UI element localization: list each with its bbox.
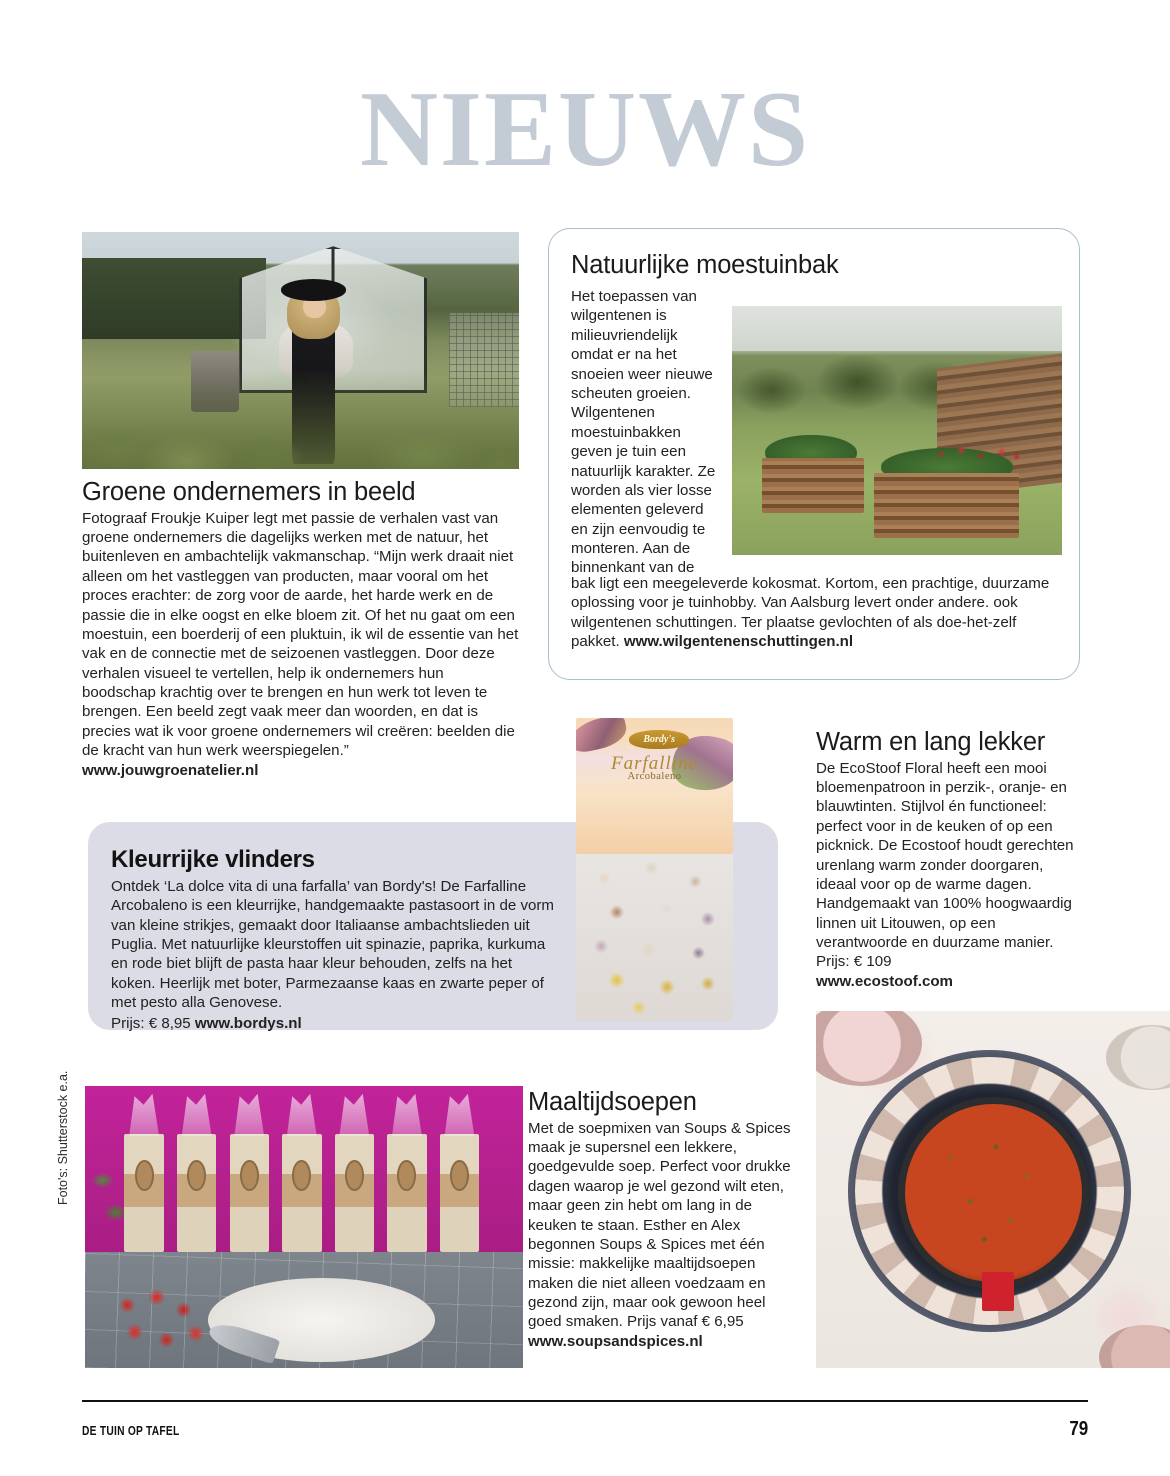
article-url[interactable]: www.jouwgroenatelier.nl — [82, 761, 259, 779]
page-title: NIEUWS — [359, 70, 811, 189]
hedge-shape — [82, 258, 266, 339]
panel-price: Prijs: € 8,95 — [111, 1014, 191, 1032]
card-body-narrow: Het toepassen van wilgentenen is milieuvriendelijk omdat er na het snoeien weer nieuwe scheuten groeien. Wilgentenen moestuinbakken geven je tuin een natuurlijk karakter. Ze worden als vier losse elementen geleverd en zijn eenvoudig te monteren. Aan de binnenkant van de — [571, 288, 716, 577]
panel-headline: Kleurrijke vlinders — [111, 846, 315, 873]
article-body: De EcoStoof Floral heeft een mooi bloemenpatroon in perzik-, oranje- en blauwtinten. Stijlvol én functioneel: perfect voor in de keuken of op een picknick. De Ecostoof houdt gerechten urenlang warm zonder doorgaren, ideaal voor op de warme dagen. Handgemaakt van 100% hoogwaardig linnen uit Litouwen, op een verantwoorde en duurzame manier. — [816, 759, 1074, 952]
page-number: 79 — [1069, 1418, 1088, 1440]
article-warm-en-lang-lekker — [816, 728, 1082, 991]
photo-pasta-pack — [576, 718, 733, 1021]
raised-bed-shape-left — [762, 458, 864, 513]
plate-shape-bottom-right — [1099, 1325, 1170, 1368]
pasta-label-shape — [576, 718, 733, 854]
pack-brand-badge: Bordy's — [629, 730, 689, 749]
article-body — [82, 509, 519, 780]
article-headline: Warm en lang lekker — [816, 728, 1046, 756]
herbs-shape — [922, 1125, 1064, 1261]
photo-photographer-garden — [82, 232, 519, 469]
soup-bag-shape — [177, 1134, 216, 1252]
article-groene-ondernemers — [82, 478, 519, 780]
card-headline: Natuurlijke moestuinbak — [571, 251, 839, 279]
article-headline: Maaltijdsoepen — [528, 1088, 697, 1116]
soup-bag-shape — [124, 1134, 163, 1252]
butterfly-wing-left-icon — [576, 718, 629, 755]
article-body-text: Fotograaf Froukje Kuiper legt met passie de verhalen vast van groene ondernemers die dagelijks werken met de natuur, het buitenleven en ambachtelijk vakmanschap. “Mijn werk draait niet alleen om het vastleggen van producten, maar vooral om het proces erachter: de zorg voor de aarde, het harde werk en de passie die in elke oogst en elke bloem zit. Of het nu gaat om een moestuin, een boerderij of een pluktuin, ik wil de essentie van het vak en de connectie met de seizoenen vastleggen. Door deze verhalen visueel te vertellen, help ik ondernemers hun boodschap krachtig over te brengen en hun werk tot leven te brengen. Een beeld zegt vaak meer dan woorden, en dat is precies wat ik voor groene ondernemers wil creëren: beelden die de kracht van hun werk weerspiegelen.” — [82, 509, 519, 760]
soup-bag-shape — [440, 1134, 479, 1252]
panel-url[interactable]: www.bordys.nl — [194, 1014, 302, 1032]
article-body: Met de soepmixen van Soups & Spices maak je supersnel een lekkere, goedgevulde soep. Perfect voor drukke dagen waarop je wel gezond wilt eten, maar geen zin hebt om lang in de keuken te staan. Esther en Alex begonnen Soups & Spices met één missie: makkelijke maaltijdsoepen maken die niet alleen voedzaam en gezond zijn, maar ook gewoon heel goed smaken. Prijs vanaf € 6,95 — [528, 1119, 791, 1331]
card-body-wide — [571, 574, 1063, 652]
soup-bag-shape — [230, 1134, 269, 1252]
card-natuurlijke-moestuinbak — [548, 228, 1080, 680]
shrubs-shape — [82, 369, 519, 469]
tomatoes-shape — [103, 1283, 226, 1362]
soup-bag-shape — [387, 1134, 426, 1252]
photo-credit: Foto's: Shutterstock e.a. — [56, 1070, 70, 1205]
pack-variant-name: Arcobaleno — [627, 771, 682, 783]
card-body-wide-text: bak ligt een meegeleverde kokosmat. Kortom, een prachtige, duurzame oplossing voor je tuinhobby. Van Aalsburg levert onder andere. ook wilgentenen schuttingen. Ter plaatse gevlochten of als doe-het-zelf pakket. — [571, 575, 1050, 651]
soup-bag-shape — [282, 1134, 321, 1252]
plate-shape-top-left — [816, 1011, 922, 1086]
footer-magazine-name: DE TUIN OP TAFEL — [82, 1424, 180, 1438]
article-price: Prijs: € 109 — [816, 953, 892, 971]
panel-price-line — [111, 1014, 560, 1033]
red-flowers-shape — [930, 443, 1022, 465]
raised-bed-shape-right — [874, 473, 1019, 538]
brand-tag-shape — [982, 1272, 1014, 1311]
article-maaltijdsoepen — [528, 1088, 794, 1351]
article-url[interactable]: www.ecostoof.com — [816, 972, 953, 990]
article-kleurrijke-vlinders — [111, 847, 560, 1033]
soup-bag-shape — [335, 1134, 374, 1252]
pasta-bag-shape — [576, 851, 733, 1021]
article-headline: Groene ondernemers in beeld — [82, 478, 416, 506]
footer-divider — [82, 1400, 1088, 1402]
photo-soup-mix-bags — [85, 1086, 523, 1368]
plate-shape-top-right — [1106, 1025, 1170, 1089]
card-url[interactable]: www.wilgentenenschuttingen.nl — [623, 633, 854, 651]
person-hat-shape — [281, 279, 347, 300]
panel-body: Ontdek ‘La dolce vita di una farfalla’ van Bordy's! De Farfalline Arcobaleno is een kleurrijke, handgemaakte pastasoort in de vorm van kleine strikjes, gemaakt door Italiaanse ambachtslieden uit Puglia. Met natuurlijke kleurstoffen uit spinazie, paprika, kurkuma en rode biet blijft de pasta haar kleur behouden, zelfs na het koken. Heerlijk met boter, Parmezaanse kaas en zwarte peper of met pesto alla Genovese. — [111, 877, 554, 1012]
pack-product-name: Farfalline — [610, 753, 699, 775]
photo-willow-raised-beds — [732, 306, 1062, 555]
article-url[interactable]: www.soupsandspices.nl — [528, 1332, 703, 1350]
photo-ecostoof-soup — [816, 1011, 1170, 1368]
